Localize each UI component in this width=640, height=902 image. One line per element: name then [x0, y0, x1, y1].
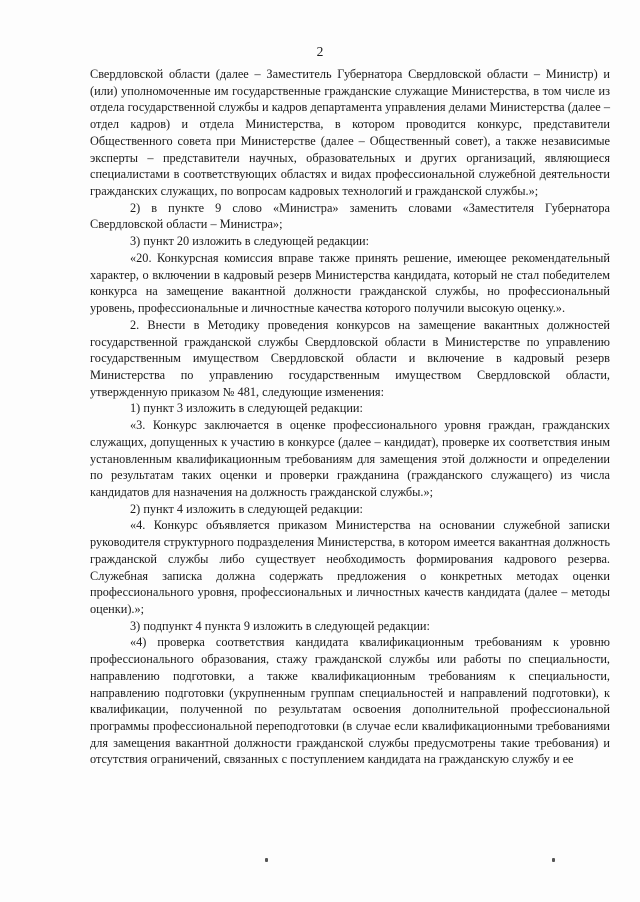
- paragraph-item-3: 3) пункт 20 изложить в следующей редакции:: [130, 234, 370, 249]
- paragraph-subitem-3: 3) подпункт 4 пункта 9 изложить в следующей редакции:: [130, 618, 430, 633]
- paragraph-item-2: 2) в пункте 9 слово «Министра» заменить словами «Заместителя Губернатора Свердловской области – Министра»;: [90, 200, 610, 232]
- paragraph-quote-4: «4. Конкурс объявляется приказом Министерства на основании служебной записки руководителя структурного подразделения Министерства, в котором имеется вакантная должность гражданской службы либо существует необходимость формирования кадрового резерва. Служебная записка должна содержать предложения о конкретных методах оценки профессионального уровня, профессиональных и личностных качеств кандидата (далее – методы оценки).»;: [90, 518, 610, 616]
- paragraph-continuation: Свердловской области (далее – Заместитель Губернатора Свердловской области – Министр) и (или) уполномоченные им государственные гражданские служащие Министерства, в том числе из отдела государственной службы и кадров департамента управления делами Министерства (далее – отдел кадров) и отдела Министерства, в котором проводится конкурс, представители Общественного совета при Министерстве (далее – Общественный совет), а также независимые эксперты – представители научных, образовательных и других организаций, являющиеся специалистами в соответствующих областях и видах профессиональной служебной деятельности гражданских служащих, по вопросам кадровых технологий и гражданской службы.»;: [90, 67, 610, 199]
- paragraph-subitem-1: 1) пункт 3 изложить в следующей редакции:: [130, 401, 363, 416]
- paragraph-subitem-2: 2) пункт 4 изложить в следующей редакции:: [130, 501, 363, 516]
- page-number: 2: [316, 44, 324, 59]
- paragraph-quote-3: «3. Конкурс заключается в оценке профессионального уровня граждан, гражданских служащих, допущенных к участию в конкурсе (далее – кандидат), проверке их соответствия иным установленным квалификационным требованиям для замещения этой должности и определении по результатам таких оценки и проверки гражданина (гражданского служащего) из числа кандидатов для назначения на должность гражданской службы.»;: [90, 418, 610, 499]
- scan-mark: [265, 858, 268, 862]
- paragraph-quote-20: «20. Конкурсная комиссия вправе также принять решение, имеющее рекомендательный характер, о включении в кадровый резерв Министерства кандидата, который не стал победителем конкурса на замещение вакантной должности гражданской службы, но профессиональный уровень, профессиональные и личностные качества которого получили высокую оценку.».: [90, 250, 610, 316]
- paragraph-quote-4-sub: «4) проверка соответствия кандидата квалификационным требованиям к уровню профессионального образования, стажу гражданской службы или работы по специальности, направлению подготовки, а также квалификационным требованиям к специальности, направлению подготовки (укрупненным группам специальностей и направлений подготовки), к квалификации, полученной по результатам освоения дополнительной профессиональной программы профессиональной переподготовки (в случае если квалификационными требованиями для замещения вакантной должности гражданской службы предусмотрены такие требования) и отсутствия ограничений, связанных с поступлением кандидата на гражданскую службу и ее: [90, 635, 610, 767]
- paragraph-section-2: 2. Внести в Методику проведения конкурсов на замещение вакантных должностей государственной гражданской службы Свердловской области в Министерстве по управлению государственным имуществом Свердловской области и включение в кадровый резерв Министерства по управлению государственным имуществом Свердловской области, утвержденную приказом № 481, следующие изменения:: [90, 317, 610, 399]
- scan-mark: [552, 858, 555, 862]
- document-body: [90, 66, 610, 768]
